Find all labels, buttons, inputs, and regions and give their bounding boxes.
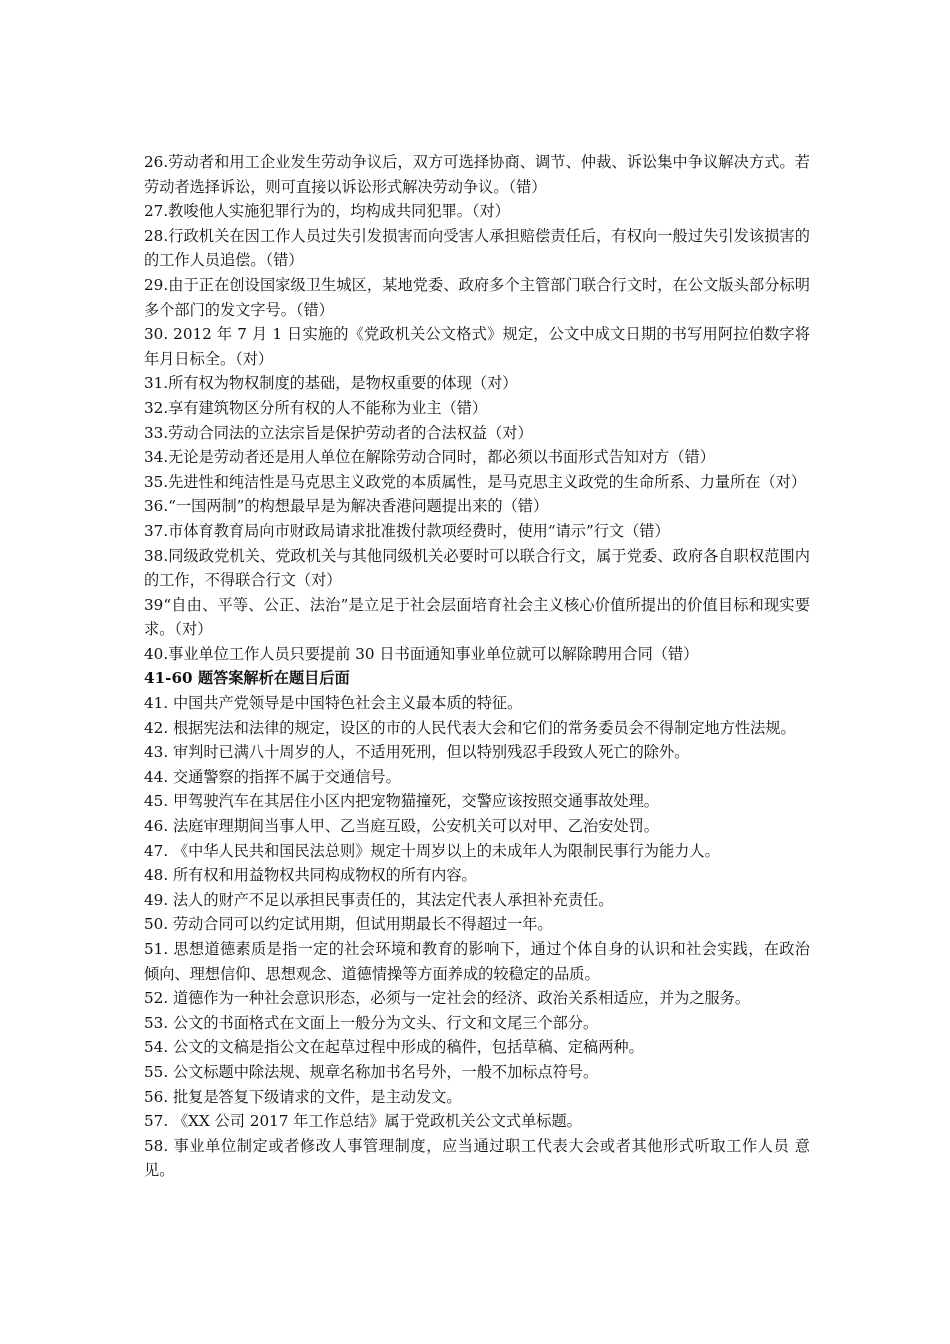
question-item: 52. 道德作为一种社会意识形态，必须与一定社会的经济、政治关系相适应，并为之服务。	[144, 989, 751, 1008]
question-item: 58. 事业单位制定或者修改人事管理制度，应当通过职工代表大会或者其他形式听取工作人员 意见。	[144, 1136, 810, 1180]
question-item: 38.同级政党机关、党政机关与其他同级机关必要时可以联合行文，属于党委、政府各自职权范围内的工作，不得联合行文（对）	[144, 546, 810, 590]
question-item: 57. 《XX 公司 2017 年工作总结》属于党政机关公文式单标题。	[144, 1112, 582, 1131]
question-item: 48. 所有权和用益物权共同构成物权的所有内容。	[144, 866, 477, 885]
section-heading: 41-60 题答案解析在题目后面	[144, 669, 350, 688]
question-item: 30. 2012 年 7 月 1 日实施的《党政机关公文格式》规定，公文中成文日期的书写用阿拉伯数字将年月日标全。（对）	[144, 325, 810, 368]
question-item: 33.劳动合同法的立法宗旨是保护劳动者的合法权益（对）	[144, 423, 533, 442]
question-item: 36.“一国两制”的构想最早是为解决香港问题提出来的（错）	[144, 497, 549, 516]
question-item: 27.教唆他人实施犯罪行为的，均构成共同犯罪。（对）	[144, 202, 510, 221]
question-item: 55. 公文标题中除法规、规章名称加书名号外，一般不加标点符号。	[144, 1062, 599, 1081]
question-item: 31.所有权为物权制度的基础，是物权重要的体现（对）	[144, 374, 518, 393]
question-item: 35.先进性和纯洁性是马克思主义政党的本质属性，是马克思主义政党的生命所系、力量所在（对）	[144, 472, 807, 491]
question-item: 56. 批复是答复下级请求的文件，是主动发文。	[144, 1087, 462, 1106]
question-item: 46. 法庭审理期间当事人甲、乙当庭互殴，公安机关可以对甲、乙治安处罚。	[144, 817, 659, 836]
question-item: 28.行政机关在因工作人员过失引发损害而向受害人承担赔偿责任后，有权向一般过失引发该损害的的工作人员追偿。（错）	[144, 226, 810, 270]
question-item: 53. 公文的书面格式在文面上一般分为文头、行文和文尾三个部分。	[144, 1013, 599, 1032]
question-item: 37.市体育教育局向市财政局请求批准拨付款项经费时，使用“请示”行文（错）	[144, 521, 670, 540]
question-item: 50. 劳动合同可以约定试用期，但试用期最长不得超过一年。	[144, 915, 553, 934]
question-item: 29.由于正在创设国家级卫生城区，某地党委、政府多个主管部门联合行文时，在公文版头部分标明多个部门的发文字号。（错）	[144, 275, 810, 319]
document-body	[144, 150, 810, 1183]
question-item: 47. 《中华人民共和国民法总则》规定十周岁以上的未成年人为限制民事行为能力人。	[144, 841, 720, 860]
question-item: 34.无论是劳动者还是用人单位在解除劳动合同时，都必须以书面形式告知对方（错）	[144, 448, 715, 467]
question-item: 51. 思想道德素质是指一定的社会环境和教育的影响下，通过个体自身的认识和社会实践，在政治倾向、理想信仰、思想观念、道德情操等方面养成的较稳定的品质。	[144, 940, 810, 983]
question-item: 49. 法人的财产不足以承担民事责任的，其法定代表人承担补充责任。	[144, 890, 614, 909]
question-item: 26.劳动者和用工企业发生劳动争议后，双方可选择协商、调节、仲裁、诉讼集中争议解决方式。若劳动者选择诉讼，则可直接以诉讼形式解决劳动争议。（错）	[144, 153, 810, 196]
question-item: 42. 根据宪法和法律的规定，设区的市的人民代表大会和它们的常务委员会不得制定地方性法规。	[144, 718, 796, 737]
question-item: 40.事业单位工作人员只要提前 30 日书面通知事业单位就可以解除聘用合同（错）	[144, 644, 699, 663]
question-item: 45. 甲驾驶汽车在其居住小区内把宠物猫撞死，交警应该按照交通事故处理。	[144, 792, 659, 811]
question-item: 54. 公文的文稿是指公文在起草过程中形成的稿件，包括草稿、定稿两种。	[144, 1038, 644, 1057]
question-item: 39“自由、平等、公正、法治”是立足于社会层面培育社会主义核心价值所提出的价值目标和现实要求。（对）	[144, 595, 810, 639]
question-item: 44. 交通警察的指挥不属于交通信号。	[144, 767, 401, 786]
question-item: 32.享有建筑物区分所有权的人不能称为业主（错）	[144, 398, 488, 417]
question-item: 41. 中国共产党领导是中国特色社会主义最本质的特征。	[144, 694, 523, 713]
question-item: 43. 审判时已满八十周岁的人，不适用死刑，但以特别残忍手段致人死亡的除外。	[144, 743, 690, 762]
